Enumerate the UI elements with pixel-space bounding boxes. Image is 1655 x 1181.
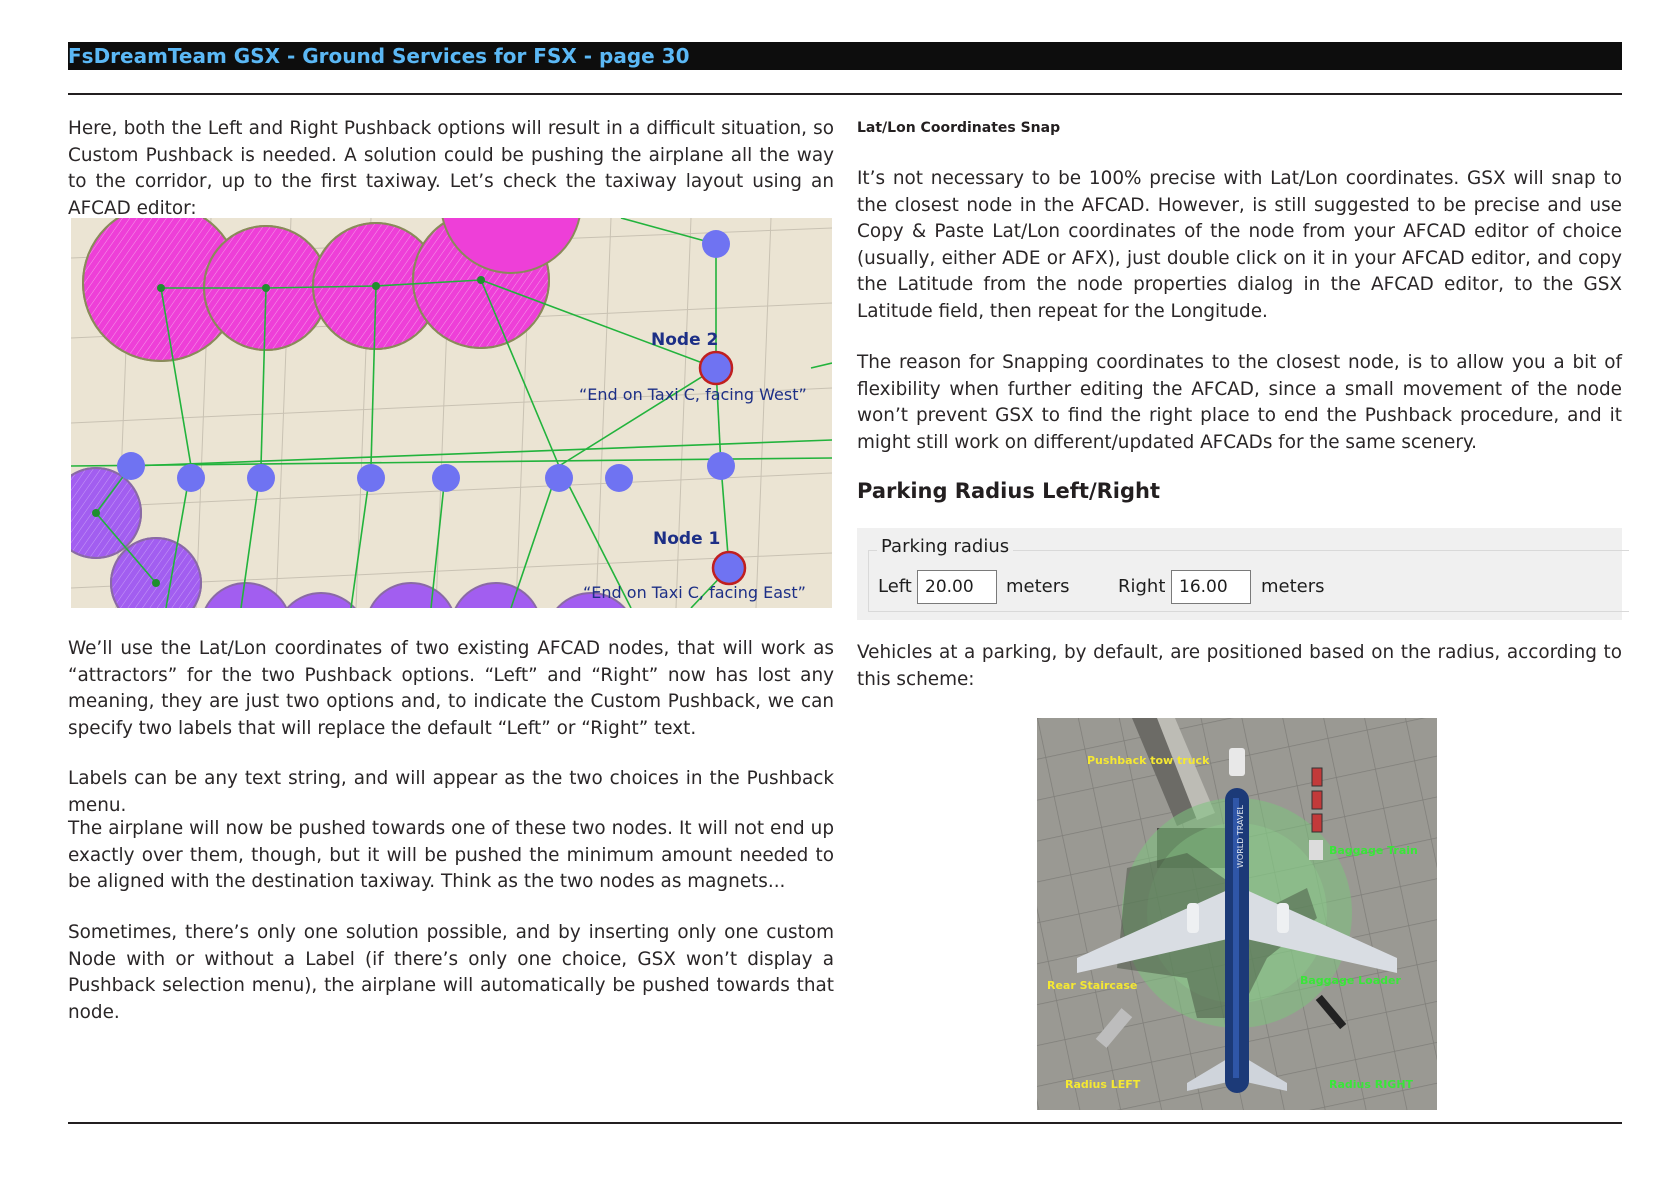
node-2-marker	[700, 352, 732, 384]
right-radius-label: Right	[1118, 576, 1166, 597]
afcad-map-graphic	[71, 218, 832, 608]
intro-paragraph: Here, both the Left and Right Pushback options will result in a difficult situation, so Custom Pushback is needed. A solution could be pushing the airplane all the way to the corridor, up to the first taxiway. Let’s check the taxiway layout using an AFCAD editor:	[68, 118, 834, 219]
reason-paragraph: The reason for Snapping coordinates to the closest node, is to allow you a bit of flexibility when further editing the AFCAD, since a small movement of the node won’t prevent GSX to find the right place to end the Pushback procedure, and it might still work on different/updated AFCADs for the same scenery.	[857, 352, 1622, 453]
node-1-caption: “End on Taxi C, facing East”	[583, 583, 806, 602]
scheme-airline-name: WORLD TRAVEL	[1236, 805, 1245, 868]
vehicles-paragraph: Vehicles at a parking, by default, are positioned based on the radius, according to this scheme:	[857, 642, 1622, 690]
parking-radius-dialog	[857, 528, 1622, 620]
scheme-graphic	[1037, 718, 1437, 1110]
left-radius-label: Left	[878, 576, 912, 597]
node-1-label: Node 1	[653, 529, 721, 549]
attractors-paragraph: We’ll use the Lat/Lon coordinates of two existing AFCAD nodes, that will work as “attractors” for the two Pushback options. “Left” and “Right” now has lost any meaning, they are just two options and, to indicate the Custom Pushback, we can specify two labels that will replace the default “Left” or “Right” text.	[68, 638, 834, 739]
label-pushback-tow-truck: Pushback tow truck	[1087, 754, 1210, 767]
page-header-title: FsDreamTeam GSX - Ground Services for FSX - page 30	[68, 44, 690, 68]
node-2-label: Node 2	[651, 330, 719, 350]
page-header-bar	[68, 42, 1622, 70]
label-radius-right: Radius RIGHT	[1329, 1078, 1414, 1091]
parking-radius-heading: Parking Radius Left/Right	[857, 479, 1161, 503]
labels-paragraph: Labels can be any text string, and will appear as the two choices in the Pushback menu.	[68, 768, 834, 816]
node-2-caption: “End on Taxi C, facing West”	[579, 385, 807, 404]
node-1-marker	[713, 552, 745, 584]
snap-paragraph: It’s not necessary to be 100% precise with Lat/Lon coordinates. GSX will snap to the closest node in the AFCAD. However, is still suggested to be precise and use Copy & Paste Lat/Lon coordinates of the node from your AFCAD editor of choice (usually, either ADE or AFX), just double click on it in your AFCAD editor, and copy the Latitude from the node properties dialog in the AFCAD editor, to the GSX Latitude field, then repeat for the Longitude.	[857, 168, 1622, 322]
label-baggage-loader: Baggage Loader	[1300, 974, 1401, 987]
left-radius-input[interactable]	[917, 570, 997, 604]
single-node-paragraph: Sometimes, there’s only one solution possible, and by inserting only one custom Node with or without a Label (if there’s only one choice, GSX won’t display a Pushback selection menu), the airplane will automatically be pushed towards that node.	[68, 922, 834, 1023]
label-radius-left: Radius LEFT	[1065, 1078, 1141, 1091]
header-rule	[68, 93, 1622, 95]
right-radius-input[interactable]	[1171, 570, 1251, 604]
footer-rule	[68, 1122, 1622, 1124]
afcad-taxiway-map	[71, 218, 832, 608]
right-radius-unit: meters	[1261, 576, 1325, 597]
label-rear-staircase: Rear Staircase	[1047, 979, 1138, 992]
parking-radius-group-label: Parking radius	[877, 536, 1013, 557]
left-radius-unit: meters	[1006, 576, 1070, 597]
label-baggage-train: Baggage Train	[1329, 844, 1418, 857]
vehicle-position-scheme	[1037, 718, 1437, 1110]
snap-heading: Lat/Lon Coordinates Snap	[857, 120, 1061, 136]
magnets-paragraph: The airplane will now be pushed towards one of these two nodes. It will not end up exactly over them, though, but it will be pushed the minimum amount needed to be aligned with the destination taxiway. Think as the two nodes as magnets...	[68, 818, 834, 892]
